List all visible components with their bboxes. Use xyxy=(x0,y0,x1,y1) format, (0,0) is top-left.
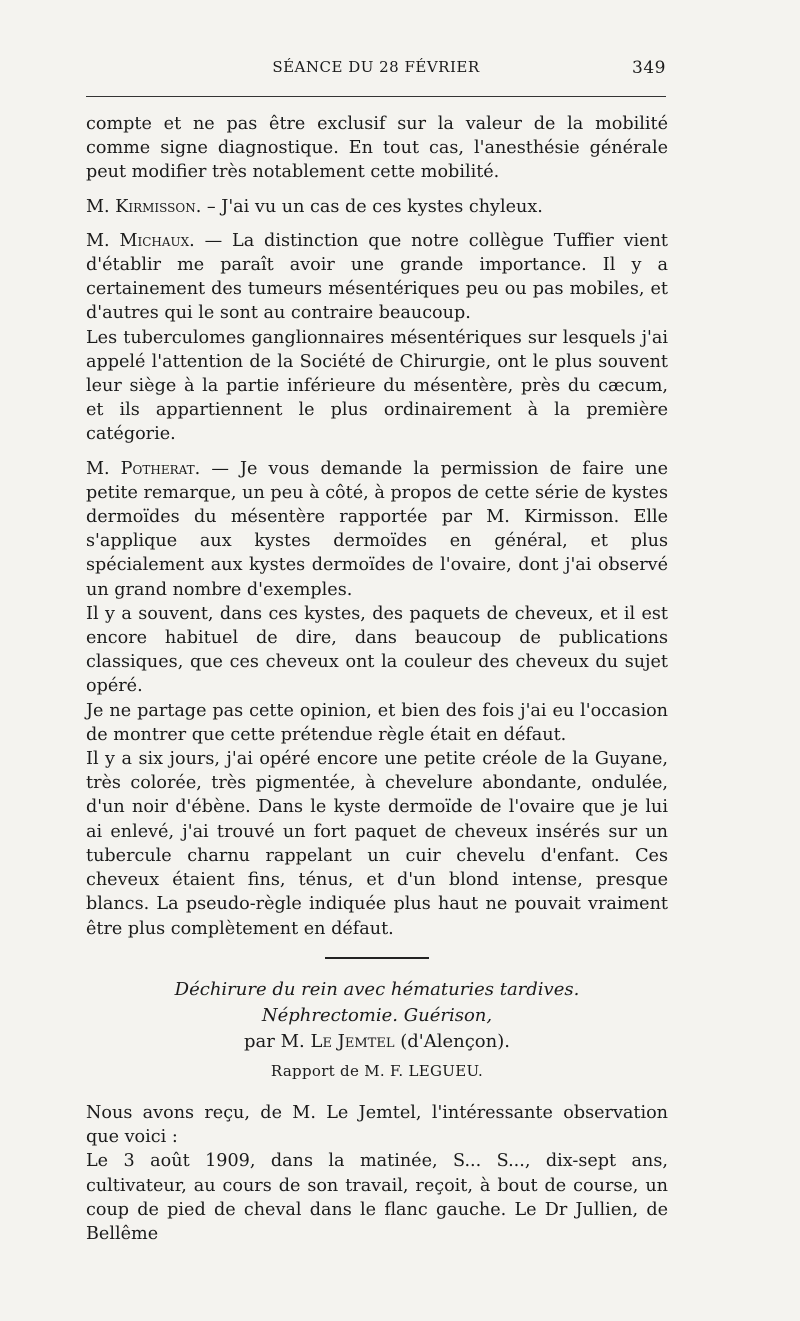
page-body xyxy=(86,112,668,1246)
author-name: Le Jemtel xyxy=(310,1030,395,1052)
paragraph: Il y a souvent, dans ces kystes, des paquets de cheveux, et il est encore habituel de dire, dans beaucoup de publications classiques, que ces cheveux ont la couleur des cheveux du sujet opéré. xyxy=(86,603,668,697)
paragraph: Nous avons reçu, de M. Le Jemtel, l'intéressante observation que voici : xyxy=(86,1102,668,1148)
paragraph: M. Potherat. — Je vous demande la permission de faire une petite remarque, un peu à côté, à propos de cette série de kystes dermoïdes du mésentère rapportée par M. Kirmisson. Elle s'applique aux kystes dermoïdes en général, et plus spécialement aux kystes dermoïdes de l'ovaire, dont j'ai observé un grand nombre d'exemples. xyxy=(86,458,668,600)
header-rule xyxy=(86,96,666,97)
speaker-name: M. Potherat. xyxy=(86,458,201,479)
paragraph: Les tuberculomes ganglionnaires mésentériques sur lesquels j'ai appelé l'attention de la Société de Chirurgie, ont le plus souvent leur siège à la partie inférieure du mésentère, près du cæcum, et ils appartiennent le plus ordinairement à la première catégorie. xyxy=(86,327,668,445)
paragraph: compte et ne pas être exclusif sur la valeur de la mobilité comme signe diagnostique. En tout cas, l'anesthésie générale peut modifier très notablement cette mobilité. xyxy=(86,114,668,183)
paragraph: M. Michaux. — La distinction que notre collègue Tuffier vient d'établir me paraît avoir une grande importance. Il y a certainement des tumeurs mésentériques peu ou pas mobiles, et d'autres qui le sont au contraire beaucoup. xyxy=(86,230,668,324)
paragraph: M. Kirmisson. – J'ai vu un cas de ces kystes chyleux. xyxy=(86,196,543,217)
running-title: SÉANCE DU 28 FÉVRIER xyxy=(272,58,480,76)
running-header xyxy=(86,58,666,88)
page-number: 349 xyxy=(632,58,666,78)
section-divider xyxy=(325,957,429,959)
article-title-line-2: Néphrectomie. Guérison, xyxy=(261,1004,493,1026)
article-title-line-1: Déchirure du rein avec hématuries tardives. xyxy=(174,978,580,1000)
rapport-line: Rapport de M. F. LEGUEU. xyxy=(270,1061,484,1080)
speaker-name: M. Michaux. xyxy=(86,230,195,251)
paragraph: Le 3 août 1909, dans la matinée, S... S..., dix-sept ans, cultivateur, au cours de son travail, reçoit, à bout de course, un coup de pied de cheval dans le flanc gauche. Le Dr Jullien, de Bellême xyxy=(86,1151,668,1244)
paragraph: Je ne partage pas cette opinion, et bien des fois j'ai eu l'occasion de montrer que cette prétendue règle était en défaut. xyxy=(86,700,668,745)
speaker-name: M. Kirmisson. xyxy=(86,196,202,217)
paragraph: Il y a six jours, j'ai opéré encore une petite créole de la Guyane, très colorée, très pigmentée, à chevelure abondante, ondulée, d'un noir d'ébène. Dans le kyste dermoïde de l'ovaire que je lui ai enlevé, j'ai trouvé un fort paquet de cheveux insérés sur un tubercule charnu rappelant un cuir chevelu d'enfant. Ces cheveux étaient fins, ténus, et d'un blond intense, presque blancs. La pseudo-règle indiquée plus haut ne pouvait vraiment être plus complètement en défaut. xyxy=(86,749,668,939)
article-byline: par M. Le Jemtel (d'Alençon). xyxy=(244,1030,510,1052)
